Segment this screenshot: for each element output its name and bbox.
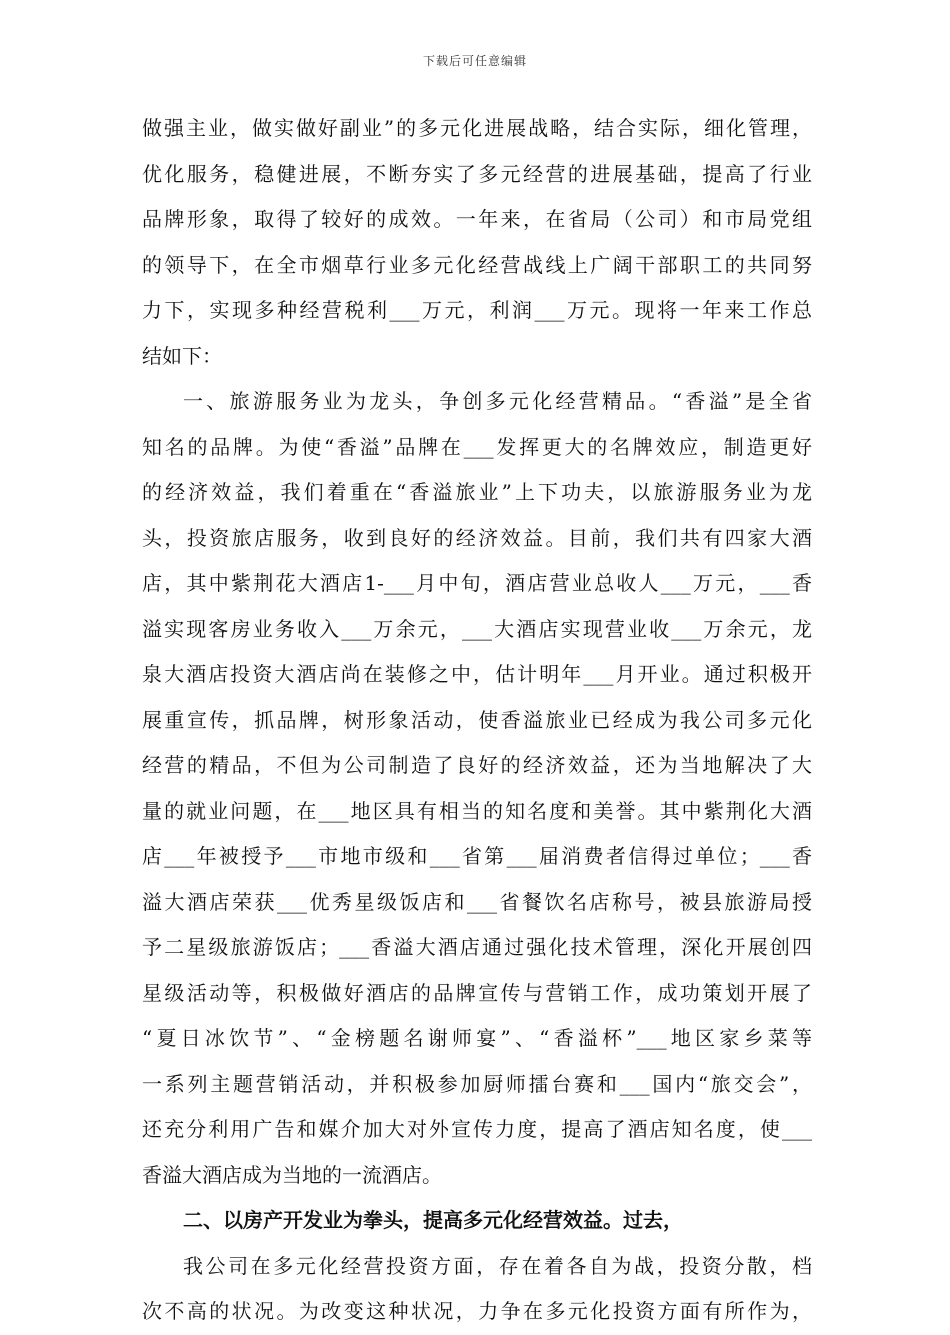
text-line: 溢大酒店荣获___优秀星级饭店和___省餐饮名店称号，被县旅游局授 bbox=[142, 889, 812, 914]
text-line: 知名的品牌。为使“香溢”品牌在___发挥更大的名牌效应，制造更好 bbox=[142, 434, 812, 459]
text-line: “夏日冰饮节”、“金榜题名谢师宴”、“香溢杯”___地区家乡菜等 bbox=[142, 1026, 812, 1050]
text-line: 一系列主题营销活动，并积极参加厨师擂台赛和___国内“旅交会”， bbox=[142, 1071, 812, 1096]
text-line: 香溢大酒店成为当地的一流酒店。 bbox=[142, 1162, 442, 1187]
text-line: 结如下： bbox=[142, 343, 222, 368]
text-line: 力下，实现多种经营税利___万元，利润___万元。现将一年来工作总 bbox=[142, 298, 812, 322]
text-line: 店___年被授予___市地市级和___省第___届消费者信得过单位；___香 bbox=[142, 844, 812, 868]
page-header: 下载后可任意编辑 bbox=[422, 54, 527, 68]
text-line: 量的就业问题，在___地区具有相当的知名度和美誉。其中紫荆化大酒 bbox=[142, 798, 812, 823]
section-one-heading-line: 一、旅游服务业为龙头，争创多元化经营精品。“香溢”是全省 bbox=[183, 389, 812, 413]
text-line: 品牌形象，取得了较好的成效。一年来，在省局（公司）和市局党组 bbox=[142, 207, 812, 231]
text-line: 还充分利用广告和媒介加大对外宣传力度，提高了酒店知名度，使___ bbox=[142, 1117, 812, 1141]
text-line: 次不高的状况。为改变这种状况，力争在多元化投资方面有所作为， bbox=[142, 1299, 812, 1323]
text-line: 展重宣传，抓品牌，树形象活动，使香溢旅业已经成为我公司多元化 bbox=[142, 707, 812, 732]
text-line: 店，其中紫荆花大酒店1-___月中旬，酒店营业总收人___万元，___香 bbox=[142, 571, 812, 595]
text-line: 予二星级旅游饭店；___香溢大酒店通过强化技术管理，深化开展创四 bbox=[142, 935, 812, 959]
text-line: 溢实现客房业务收入___万余元，___大酒店实现营业收___万余元，龙 bbox=[142, 616, 812, 641]
text-line: 经营的精品，不但为公司制造了良好的经济效益，还为当地解决了大 bbox=[142, 753, 812, 777]
text-line: 我公司在多元化经营投资方面，存在着各自为战，投资分散，档 bbox=[183, 1253, 812, 1278]
text-line: 的经济效益，我们着重在“香溢旅业”上下功夫，以旅游服务业为龙 bbox=[142, 480, 812, 504]
text-line: 做强主业，做实做好副业”的多元化进展战略，结合实际，细化管理， bbox=[142, 116, 812, 140]
text-line: 星级活动等，积极做好酒店的品牌宣传与营销工作，成功策划开展了 bbox=[142, 980, 812, 1005]
document-body bbox=[142, 106, 812, 1335]
section-two-heading: 二、以房产开发业为拳头，提高多元化经营效益。过去， bbox=[183, 1208, 683, 1232]
text-line: 泉大酒店投资大酒店尚在装修之中，估计明年___月开业。通过积极开 bbox=[142, 662, 812, 686]
text-line: 的领导下，在全市烟草行业多元化经营战线上广阔干部职工的共同努 bbox=[142, 252, 812, 277]
text-line: 优化服务，稳健进展，不断夯实了多元经营的进展基础，提高了行业 bbox=[142, 161, 812, 186]
text-line: 头，投资旅店服务，收到良好的经济效益。目前，我们共有四家大酒 bbox=[142, 525, 812, 550]
